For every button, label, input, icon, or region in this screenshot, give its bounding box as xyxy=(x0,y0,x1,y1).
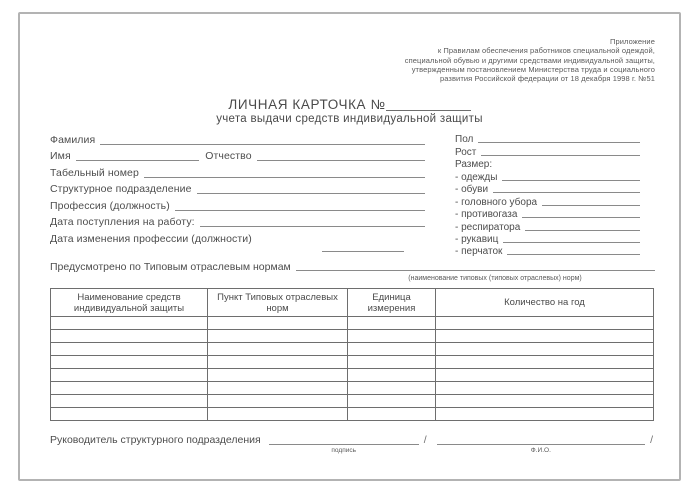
field-label: Имя xyxy=(50,150,71,162)
annotation-line: Приложение xyxy=(610,37,655,46)
separator-slash: / xyxy=(650,434,653,446)
table-empty-cell xyxy=(348,356,436,369)
regulation-annotation xyxy=(405,37,655,83)
table-empty-cell xyxy=(51,317,208,330)
table-empty-cell xyxy=(436,408,654,421)
field-blank-line xyxy=(522,217,640,218)
table-empty-cell xyxy=(348,382,436,395)
table-empty-cell xyxy=(208,382,348,395)
field-blank-line xyxy=(76,160,199,161)
field-label: Структурное подразделение xyxy=(50,183,192,195)
table-empty-cell xyxy=(208,343,348,356)
table-empty-cell xyxy=(208,408,348,421)
field-size-footwear xyxy=(455,184,640,195)
field-blank-line xyxy=(100,144,425,145)
table-row xyxy=(51,408,654,421)
field-label: Фамилия xyxy=(50,134,96,146)
profession-change-blank-line xyxy=(322,251,404,252)
table-row xyxy=(51,369,654,382)
field-profession xyxy=(50,200,425,213)
field-label: - головного убора xyxy=(455,197,538,208)
table-empty-cell xyxy=(348,343,436,356)
table-empty-cell xyxy=(51,330,208,343)
field-blank-line xyxy=(200,226,425,227)
size-section-label xyxy=(455,159,640,170)
field-label: - перчаток xyxy=(455,246,503,257)
table-empty-cell xyxy=(436,395,654,408)
column-header-qty-per-year: Количество на год xyxy=(436,289,654,317)
table-empty-cell xyxy=(436,356,654,369)
field-label: Отчество xyxy=(205,150,252,162)
field-blank-line xyxy=(175,210,425,211)
field-size-gas-mask xyxy=(455,209,640,220)
form-title xyxy=(20,97,679,112)
field-label: Пол xyxy=(455,134,474,145)
field-label: Размер: xyxy=(455,159,493,170)
table-empty-cell xyxy=(51,356,208,369)
field-personnel-number xyxy=(50,167,425,180)
field-label: Рост xyxy=(455,147,477,158)
annotation-line: специальной обувью и другими средствами индивидуальной защиты, xyxy=(404,55,655,65)
separator-slash: / xyxy=(423,434,427,446)
table-empty-cell xyxy=(348,395,436,408)
fullname-caption: Ф.И.О. xyxy=(530,447,551,454)
field-size-mittens xyxy=(455,234,640,245)
table-row xyxy=(51,330,654,343)
table-empty-cell xyxy=(436,317,654,330)
field-blank-line xyxy=(503,242,640,243)
column-header-unit: Единица измерения xyxy=(348,289,436,317)
norms-caption: (наименование типовых (типовых отраслевых) норм) xyxy=(408,275,582,282)
field-surname xyxy=(50,134,425,147)
field-label: - обуви xyxy=(455,184,489,195)
field-blank-line xyxy=(296,270,655,271)
table-empty-cell xyxy=(208,356,348,369)
field-blank-line xyxy=(144,177,425,178)
column-header-ppe-name: Наименование средств индивидуальной защиты xyxy=(51,289,208,317)
table-empty-cell xyxy=(51,369,208,382)
field-size-clothing xyxy=(455,172,640,183)
field-label: - респиратора xyxy=(455,222,521,233)
signature-row xyxy=(50,433,655,454)
field-size-headgear xyxy=(455,197,640,208)
field-hire-date xyxy=(50,216,425,229)
field-department xyxy=(50,183,425,196)
field-blank-line xyxy=(257,160,425,161)
annotation-line: к Правилам обеспечения работников специальной одеждой, xyxy=(437,46,655,56)
table-empty-cell xyxy=(51,382,208,395)
field-blank-line xyxy=(542,205,640,206)
signature-blank-line xyxy=(269,444,419,454)
form-title-text: ЛИЧНАЯ КАРТОЧКА № xyxy=(228,97,386,112)
field-height xyxy=(455,147,640,158)
table-empty-cell xyxy=(436,369,654,382)
annotation-line: утвержденным постановлением Министерства труда и социального xyxy=(411,64,655,74)
table-empty-cell xyxy=(348,330,436,343)
form-page xyxy=(18,12,681,481)
field-sex xyxy=(455,134,640,145)
field-size-respirator xyxy=(455,222,640,233)
field-label: - противогаза xyxy=(455,209,518,220)
field-blank-line xyxy=(493,192,640,193)
table-empty-cell xyxy=(348,408,436,421)
table-empty-cell xyxy=(51,343,208,356)
annotation-line: развития Российской федерации от 18 декабря 1998 г. №51 xyxy=(439,74,655,84)
table-row xyxy=(51,382,654,395)
table-empty-cell xyxy=(436,343,654,356)
field-blank-line xyxy=(507,254,640,255)
field-blank-line xyxy=(525,230,640,231)
signature-caption: подпись xyxy=(331,447,356,454)
field-blank-line xyxy=(197,193,425,194)
table-header-row xyxy=(51,289,654,317)
form-subtitle: учета выдачи средств индивидуальной защиты xyxy=(216,113,483,125)
norms-label: Предусмотрено по Типовым отраслевым нормам xyxy=(50,261,291,273)
field-blank-line xyxy=(478,142,640,143)
field-blank-line xyxy=(481,155,640,156)
ppe-table xyxy=(50,288,654,421)
field-size-gloves xyxy=(455,246,640,257)
table-empty-cell xyxy=(436,330,654,343)
table-empty-cell xyxy=(208,395,348,408)
table-empty-cell xyxy=(348,369,436,382)
field-blank-line xyxy=(502,180,640,181)
ppe-table-body xyxy=(51,317,654,421)
signature-label: Руководитель структурного подразделения xyxy=(50,434,261,446)
field-label: Дата поступления на работу: xyxy=(50,216,195,228)
fullname-blank-line xyxy=(437,444,645,454)
table-row xyxy=(51,343,654,356)
field-label: Дата изменения профессии (должности) xyxy=(50,232,252,245)
table-empty-cell xyxy=(348,317,436,330)
field-label: Табельный номер xyxy=(50,166,139,179)
table-row xyxy=(51,395,654,408)
table-empty-cell xyxy=(208,369,348,382)
field-label: - рукавиц xyxy=(455,234,499,245)
table-empty-cell xyxy=(436,382,654,395)
table-row xyxy=(51,356,654,369)
field-label: - одежды xyxy=(455,172,498,183)
table-empty-cell xyxy=(208,317,348,330)
table-empty-cell xyxy=(51,408,208,421)
field-label: Профессия (должность) xyxy=(50,199,170,212)
field-profession-change-date xyxy=(50,233,425,246)
table-empty-cell xyxy=(208,330,348,343)
field-name-patronymic xyxy=(50,150,425,163)
table-empty-cell xyxy=(51,395,208,408)
column-header-norm-item: Пункт Типовых отраслевых норм xyxy=(208,289,348,317)
card-number-blank xyxy=(386,110,471,111)
table-row xyxy=(51,317,654,330)
norms-field xyxy=(50,260,655,273)
